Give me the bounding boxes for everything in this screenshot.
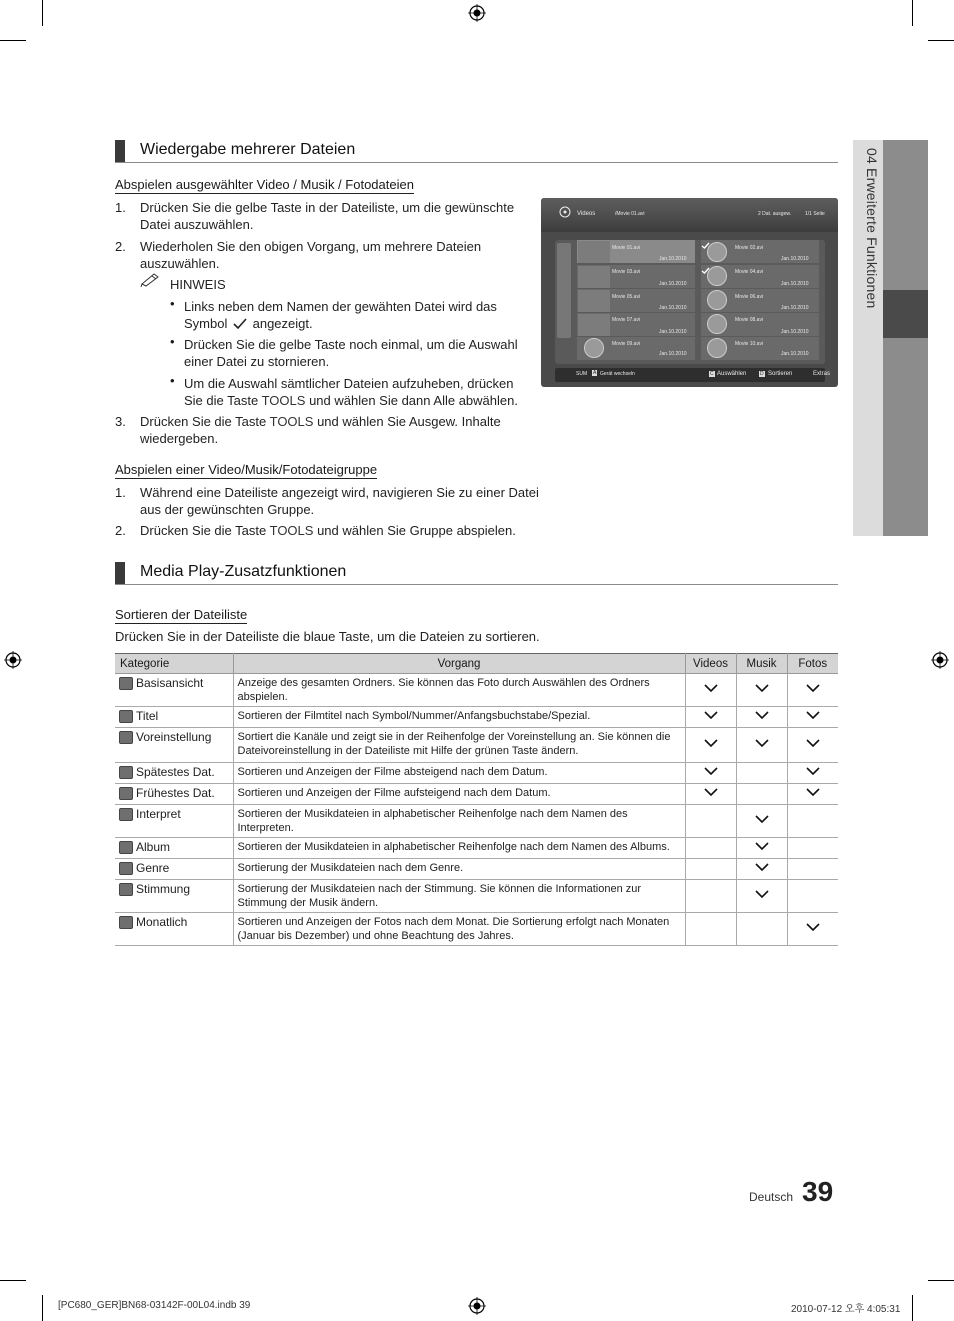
check-mark-icon (755, 842, 769, 851)
heading-bar (115, 140, 125, 162)
footer-language: Deutsch (749, 1190, 794, 1204)
page-number: 39 (802, 1176, 834, 1207)
table-row (115, 880, 838, 913)
tools-key: TOOLS (269, 414, 314, 429)
check-cell (685, 763, 736, 784)
tools-key: TOOLS (261, 393, 306, 408)
table-row (115, 784, 838, 805)
table-row (115, 674, 838, 707)
step-line: Während eine Dateiliste angezeigt wird, navigieren Sie zu einer Datei (140, 485, 539, 500)
category-icon (119, 787, 133, 800)
table-row (115, 728, 838, 763)
tv-c-label: Auswählen (717, 371, 747, 377)
tv-file-name: Movie 02.avi (735, 245, 764, 251)
step-line: Drücken Sie die gelbe Taste in der Dateiliste, um die gewünschte (140, 200, 515, 215)
step-line: auszuwählen. (140, 256, 220, 271)
category-icon (119, 677, 133, 690)
description-cell: Sortieren der Musikdateien in alphabetischer Reihenfolge nach dem Namen des Albums. (233, 838, 685, 859)
section-heading (115, 562, 838, 585)
category-cell (115, 859, 233, 880)
film-icon (584, 338, 604, 358)
step-number: 2. (115, 239, 126, 254)
check-cell (787, 913, 838, 946)
step-number: 1. (115, 485, 126, 500)
tv-file-date: Jan.10.2010 (659, 281, 687, 287)
category (119, 765, 229, 779)
table-row (115, 859, 838, 880)
description-cell: Sortieren der Filmtitel nach Symbol/Nummer/Anfangsbuchstabe/Spezial. (233, 707, 685, 728)
category-label: Titel (136, 709, 159, 723)
check-cell (685, 880, 736, 913)
crop-mark (42, 1295, 43, 1321)
category-cell (115, 728, 233, 763)
category-label: Monatlich (136, 915, 188, 929)
note-item (184, 298, 497, 332)
registration-mark-icon (931, 651, 949, 669)
note-line: Um die Auswahl sämtlicher Dateien aufzuheben, drücken (184, 376, 514, 391)
intro-text: Drücken Sie in der Dateiliste die blaue Taste, um die Dateien zu sortieren. (115, 629, 540, 644)
check-mark-icon (704, 684, 718, 693)
tv-file-name: Movie 01.avi (612, 245, 641, 251)
menu-option: Gruppe abspielen (409, 523, 513, 538)
check-mark-icon (806, 923, 820, 932)
step-number: 3. (115, 414, 126, 429)
check-cell (736, 674, 787, 707)
tv-file-date: Jan.10.2010 (659, 256, 687, 262)
crop-mark (928, 1280, 954, 1281)
tv-file-name: Movie 09.avi (612, 341, 641, 347)
tv-file-name: Movie 05.avi (612, 294, 641, 300)
punctuation: . (512, 523, 516, 538)
side-tab-label: 04 Erweiterte Funktionen (864, 148, 880, 309)
tv-a-key: A (593, 370, 597, 376)
bullet: • (170, 296, 175, 311)
step-text (140, 199, 514, 233)
tv-title: Videos (577, 211, 596, 217)
section-heading (115, 140, 838, 163)
note-line: und wählen Sie dann (309, 393, 431, 408)
bullet: • (170, 334, 175, 349)
tv-file-date: Jan.10.2010 (659, 305, 687, 311)
category-label: Album (136, 840, 171, 854)
column-header: Fotos (787, 654, 838, 674)
check-cell (787, 728, 838, 763)
check-cell (685, 838, 736, 859)
step-line: Datei auszuwählen. (140, 217, 254, 232)
check-mark-icon (755, 684, 769, 693)
tv-file-date: Jan.10.2010 (659, 329, 687, 335)
tools-key: TOOLS (269, 523, 314, 538)
category-icon (119, 841, 133, 854)
category-cell (115, 913, 233, 946)
note-line: Sie die Taste (184, 393, 259, 408)
video-reel-icon (559, 206, 571, 218)
table-header-row (115, 654, 838, 674)
check-mark-icon (755, 815, 769, 824)
check-cell (787, 674, 838, 707)
tv-selected-count: 2 Dat. ausgew. (758, 211, 792, 217)
check-cell (736, 805, 787, 838)
menu-option: Alle abwählen (433, 393, 515, 408)
step-number: 2. (115, 523, 126, 538)
category (119, 807, 229, 821)
step-line: aus der gewünschten Gruppe. (140, 502, 315, 517)
check-cell (685, 784, 736, 805)
category (119, 861, 229, 875)
column-header: Kategorie (115, 654, 233, 674)
category-label: Genre (136, 861, 170, 875)
note-label: HINWEIS (170, 277, 226, 292)
category-icon (119, 766, 133, 779)
check-cell (787, 805, 838, 838)
check-cell (787, 784, 838, 805)
description-cell: Sortieren der Musikdateien in alphabetischer Reihenfolge nach dem Namen des Interpreten. (233, 805, 685, 838)
registration-mark-icon (4, 651, 22, 669)
category (119, 882, 229, 896)
step-line: Drücken Sie die Taste (140, 414, 267, 429)
tv-screenshot (541, 198, 838, 387)
category-label: Basisansicht (136, 676, 204, 690)
tv-file-date: Jan.10.2010 (781, 351, 809, 357)
check-icon (233, 318, 247, 329)
film-icon (707, 266, 727, 286)
side-tab-marker (883, 290, 928, 338)
category-label: Interpret (136, 807, 181, 821)
description-cell: Sortieren und Anzeigen der Fotos nach dem Monat. Die Sortierung erfolgt nach Monaten (Januar bis Dezember) und ohne Beachtung des Jahres. (233, 913, 685, 946)
check-cell (736, 838, 787, 859)
note-line: einer Datei zu stornieren. (184, 354, 330, 369)
check-mark-icon (755, 863, 769, 872)
check-mark-icon (755, 711, 769, 720)
heading-bar (115, 562, 125, 584)
category-icon (119, 883, 133, 896)
check-cell (736, 880, 787, 913)
description-cell: Sortiert die Kanäle und zeigt sie in der Reihenfolge der Voreinstellung an. Sie können die Dateivoreinstellung in der Dateiliste mit Hilfe der grünen Taste ändern. (233, 728, 685, 763)
table-row (115, 838, 838, 859)
check-cell (787, 880, 838, 913)
note-pencil-icon (140, 271, 162, 287)
check-mark-icon (704, 739, 718, 748)
category (119, 730, 229, 744)
tv-file-date: Jan.10.2010 (659, 351, 687, 357)
registration-mark-icon (468, 4, 486, 22)
tv-file-name: Movie 03.avi (612, 269, 641, 275)
check-cell (787, 838, 838, 859)
check-cell (685, 674, 736, 707)
tv-file-name: Movie 10.avi (735, 341, 764, 347)
note-line: Drücken Sie die gelbe Taste noch einmal, um die Auswahl (184, 337, 518, 352)
category-icon (119, 916, 133, 929)
check-mark-icon (755, 739, 769, 748)
tv-page: 1/1 Seite (805, 211, 825, 217)
film-icon (707, 314, 727, 334)
column-header: Musik (736, 654, 787, 674)
tv-thumbnail (578, 266, 610, 288)
punctuation: . (214, 431, 219, 446)
check-cell (787, 763, 838, 784)
registration-mark-icon (468, 1297, 486, 1315)
film-icon (707, 242, 727, 262)
footer-date: 2010-07-12 오후 4:05:31 (791, 1304, 901, 1315)
menu-option: Ausgew. Inhalte (408, 414, 501, 429)
tv-file-name: Movie 04.avi (735, 269, 764, 275)
category-label: Spätestes Dat. (136, 765, 215, 779)
step-text (140, 413, 501, 447)
check-cell (685, 805, 736, 838)
category-label: Frühestes Dat. (136, 786, 215, 800)
check-cell (736, 707, 787, 728)
tv-file-name: Movie 08.avi (735, 317, 764, 323)
check-mark-icon (704, 788, 718, 797)
category-icon (119, 731, 133, 744)
punctuation: . (514, 393, 518, 408)
category-cell (115, 763, 233, 784)
crop-mark (912, 1295, 913, 1321)
bullet: • (170, 373, 175, 388)
category (119, 786, 229, 800)
category (119, 915, 229, 929)
category-cell (115, 880, 233, 913)
category (119, 840, 229, 854)
step-text (140, 238, 481, 272)
note-line: Symbol (184, 316, 228, 331)
tv-d-label: Sortieren (768, 371, 793, 377)
check-mark-icon (704, 711, 718, 720)
check-mark-icon (806, 711, 820, 720)
tv-sum-label: SUM (576, 371, 588, 377)
category-icon (119, 710, 133, 723)
tv-thumbnail (578, 241, 610, 263)
check-cell (736, 913, 787, 946)
check-mark-icon (806, 788, 820, 797)
check-mark-icon (755, 890, 769, 899)
tv-file-date: Jan.10.2010 (781, 256, 809, 262)
tv-file-date: Jan.10.2010 (781, 305, 809, 311)
step-line: Drücken Sie die Taste (140, 523, 267, 538)
check-cell (685, 859, 736, 880)
category (119, 676, 229, 690)
side-tab-strip (883, 140, 928, 536)
check-cell (787, 707, 838, 728)
check-icon (701, 267, 710, 274)
tv-file-date: Jan.10.2010 (781, 281, 809, 287)
check-cell (787, 859, 838, 880)
tv-thumbnail (578, 290, 610, 312)
crop-mark (912, 0, 913, 26)
check-cell (685, 913, 736, 946)
tv-extras-label: Extras (813, 371, 831, 377)
subsection-title: Abspielen einer Video/Musik/Fotodateigruppe (115, 462, 378, 477)
tv-path: /Movie 01.avi (615, 211, 645, 217)
note-item (184, 375, 518, 409)
check-cell (685, 728, 736, 763)
check-cell (736, 763, 787, 784)
category-icon (119, 862, 133, 875)
check-mark-icon (704, 767, 718, 776)
step-text (140, 522, 516, 539)
sort-table (115, 653, 838, 946)
crop-mark (42, 0, 43, 26)
category-cell (115, 838, 233, 859)
check-icon (701, 242, 710, 249)
step-text (140, 484, 539, 518)
crop-mark (0, 1280, 26, 1281)
tv-a-label: Gerät wechseln (600, 371, 635, 377)
film-icon (707, 338, 727, 358)
tv-d-key: D (760, 371, 764, 377)
subsection-title: Sortieren der Dateiliste (115, 607, 248, 622)
subsection-title: Abspielen ausgewählter Video / Musik / Fotodateien (115, 177, 414, 192)
check-cell (736, 784, 787, 805)
table-row (115, 805, 838, 838)
note-line: Links neben dem Namen der gewähten Datei wird das (184, 299, 497, 314)
note-item (184, 336, 518, 370)
description-cell: Sortieren und Anzeigen der Filme absteigend nach dem Datum. (233, 763, 685, 784)
note-line: angezeigt. (252, 316, 313, 331)
category-cell (115, 674, 233, 707)
step-line: und wählen Sie (317, 414, 406, 429)
column-header: Vorgang (233, 654, 685, 674)
menu-option: wiedergeben (140, 431, 215, 446)
check-cell (736, 728, 787, 763)
footer-file: [PC680_GER]BN68-03142F-00L04.indb 39 (58, 1300, 251, 1311)
table-row (115, 913, 838, 946)
column-header: Videos (685, 654, 736, 674)
tv-c-key: C (710, 371, 714, 377)
tv-category-icons (557, 243, 571, 338)
category-label: Voreinstellung (136, 730, 212, 744)
section-title: Wiedergabe mehrerer Dateien (140, 141, 356, 158)
film-icon (707, 290, 727, 310)
category (119, 709, 229, 723)
category-cell (115, 805, 233, 838)
table-row (115, 707, 838, 728)
category-cell (115, 784, 233, 805)
description-cell: Anzeige des gesamten Ordners. Sie können das Foto durch Auswählen des Ordners abspielen. (233, 674, 685, 707)
table-row (115, 763, 838, 784)
check-mark-icon (806, 767, 820, 776)
category-icon (119, 808, 133, 821)
description-cell: Sortierung der Musikdateien nach der Stimmung. Sie können die Informationen zur Stimmung der Musik ändern. (233, 880, 685, 913)
step-number: 1. (115, 200, 126, 215)
tv-file-date: Jan.10.2010 (781, 329, 809, 335)
crop-mark (0, 40, 26, 41)
check-mark-icon (806, 739, 820, 748)
check-cell (736, 859, 787, 880)
step-line: und wählen Sie (317, 523, 406, 538)
step-line: Wiederholen Sie den obigen Vorgang, um mehrere Dateien (140, 239, 482, 254)
crop-mark (928, 40, 954, 41)
tv-thumbnail (578, 314, 610, 336)
category-cell (115, 707, 233, 728)
check-mark-icon (806, 684, 820, 693)
description-cell: Sortieren und Anzeigen der Filme aufsteigend nach dem Datum. (233, 784, 685, 805)
section-title: Media Play-Zusatzfunktionen (140, 563, 347, 580)
description-cell: Sortierung der Musikdateien nach dem Genre. (233, 859, 685, 880)
check-cell (685, 707, 736, 728)
tv-file-name: Movie 06.avi (735, 294, 764, 300)
tv-file-name: Movie 07.avi (612, 317, 641, 323)
category-label: Stimmung (136, 882, 191, 896)
